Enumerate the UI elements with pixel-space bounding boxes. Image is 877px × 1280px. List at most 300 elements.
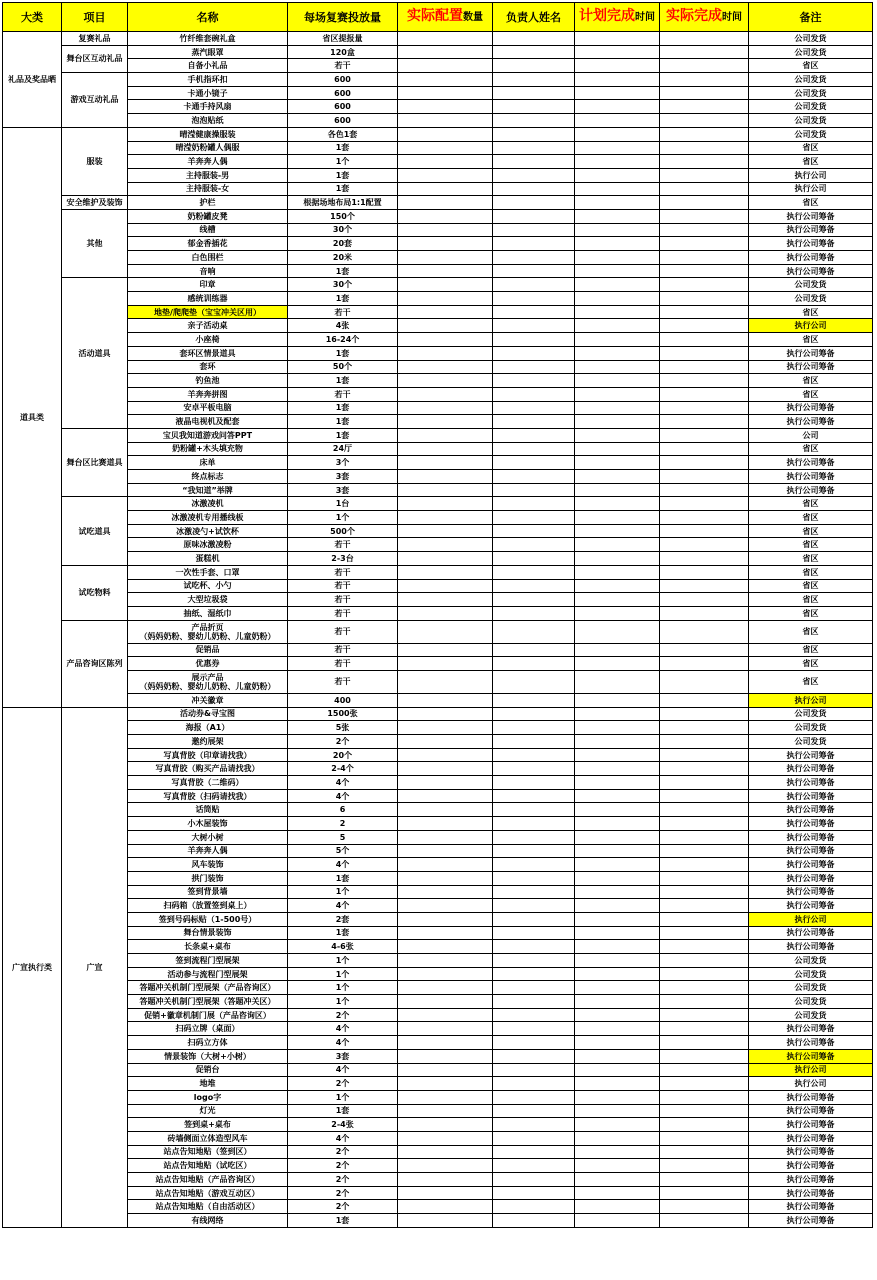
actual-config-cell[interactable]	[398, 776, 493, 790]
actual-config-cell[interactable]	[398, 885, 493, 899]
actual-config-cell[interactable]	[398, 940, 493, 954]
owner-cell[interactable]	[493, 926, 575, 940]
actual-config-cell[interactable]	[398, 524, 493, 538]
owner-cell[interactable]	[493, 114, 575, 128]
planned-time-cell[interactable]	[575, 209, 660, 223]
actual-config-cell[interactable]	[398, 223, 493, 237]
actual-config-cell[interactable]	[398, 278, 493, 292]
owner-cell[interactable]	[493, 1131, 575, 1145]
actual-config-cell[interactable]	[398, 127, 493, 141]
actual-config-cell[interactable]	[398, 415, 493, 429]
planned-time-cell[interactable]	[575, 1022, 660, 1036]
owner-cell[interactable]	[493, 967, 575, 981]
owner-cell[interactable]	[493, 735, 575, 749]
owner-cell[interactable]	[493, 32, 575, 46]
planned-time-cell[interactable]	[575, 620, 660, 643]
planned-time-cell[interactable]	[575, 1008, 660, 1022]
actual-config-cell[interactable]	[398, 387, 493, 401]
planned-time-cell[interactable]	[575, 141, 660, 155]
planned-time-cell[interactable]	[575, 100, 660, 114]
actual-time-cell[interactable]	[660, 223, 749, 237]
actual-time-cell[interactable]	[660, 912, 749, 926]
planned-time-cell[interactable]	[575, 32, 660, 46]
actual-config-cell[interactable]	[398, 333, 493, 347]
actual-config-cell[interactable]	[398, 483, 493, 497]
actual-time-cell[interactable]	[660, 1036, 749, 1050]
actual-time-cell[interactable]	[660, 1118, 749, 1132]
planned-time-cell[interactable]	[575, 693, 660, 707]
owner-cell[interactable]	[493, 1090, 575, 1104]
actual-time-cell[interactable]	[660, 86, 749, 100]
actual-time-cell[interactable]	[660, 114, 749, 128]
owner-cell[interactable]	[493, 223, 575, 237]
owner-cell[interactable]	[493, 483, 575, 497]
actual-time-cell[interactable]	[660, 858, 749, 872]
owner-cell[interactable]	[493, 155, 575, 169]
planned-time-cell[interactable]	[575, 264, 660, 278]
planned-time-cell[interactable]	[575, 278, 660, 292]
planned-time-cell[interactable]	[575, 346, 660, 360]
actual-config-cell[interactable]	[398, 1104, 493, 1118]
actual-config-cell[interactable]	[398, 721, 493, 735]
actual-time-cell[interactable]	[660, 196, 749, 210]
actual-config-cell[interactable]	[398, 643, 493, 657]
planned-time-cell[interactable]	[575, 593, 660, 607]
owner-cell[interactable]	[493, 817, 575, 831]
actual-time-cell[interactable]	[660, 803, 749, 817]
actual-config-cell[interactable]	[398, 1159, 493, 1173]
actual-config-cell[interactable]	[398, 168, 493, 182]
actual-config-cell[interactable]	[398, 1063, 493, 1077]
actual-time-cell[interactable]	[660, 511, 749, 525]
actual-time-cell[interactable]	[660, 209, 749, 223]
owner-cell[interactable]	[493, 292, 575, 306]
actual-config-cell[interactable]	[398, 360, 493, 374]
owner-cell[interactable]	[493, 209, 575, 223]
actual-config-cell[interactable]	[398, 1214, 493, 1228]
owner-cell[interactable]	[493, 374, 575, 388]
owner-cell[interactable]	[493, 721, 575, 735]
planned-time-cell[interactable]	[575, 748, 660, 762]
planned-time-cell[interactable]	[575, 885, 660, 899]
planned-time-cell[interactable]	[575, 333, 660, 347]
planned-time-cell[interactable]	[575, 524, 660, 538]
actual-time-cell[interactable]	[660, 776, 749, 790]
actual-time-cell[interactable]	[660, 1159, 749, 1173]
owner-cell[interactable]	[493, 1118, 575, 1132]
owner-cell[interactable]	[493, 1173, 575, 1187]
actual-time-cell[interactable]	[660, 456, 749, 470]
actual-time-cell[interactable]	[660, 73, 749, 87]
actual-config-cell[interactable]	[398, 182, 493, 196]
owner-cell[interactable]	[493, 401, 575, 415]
owner-cell[interactable]	[493, 579, 575, 593]
planned-time-cell[interactable]	[575, 155, 660, 169]
actual-time-cell[interactable]	[660, 360, 749, 374]
actual-time-cell[interactable]	[660, 141, 749, 155]
actual-config-cell[interactable]	[398, 86, 493, 100]
actual-config-cell[interactable]	[398, 401, 493, 415]
planned-time-cell[interactable]	[575, 565, 660, 579]
actual-time-cell[interactable]	[660, 32, 749, 46]
actual-time-cell[interactable]	[660, 606, 749, 620]
actual-config-cell[interactable]	[398, 657, 493, 671]
actual-config-cell[interactable]	[398, 264, 493, 278]
owner-cell[interactable]	[493, 470, 575, 484]
actual-time-cell[interactable]	[660, 762, 749, 776]
actual-config-cell[interactable]	[398, 912, 493, 926]
actual-config-cell[interactable]	[398, 830, 493, 844]
actual-config-cell[interactable]	[398, 844, 493, 858]
actual-config-cell[interactable]	[398, 858, 493, 872]
planned-time-cell[interactable]	[575, 1118, 660, 1132]
actual-time-cell[interactable]	[660, 789, 749, 803]
planned-time-cell[interactable]	[575, 1104, 660, 1118]
owner-cell[interactable]	[493, 497, 575, 511]
actual-time-cell[interactable]	[660, 579, 749, 593]
planned-time-cell[interactable]	[575, 59, 660, 73]
actual-config-cell[interactable]	[398, 606, 493, 620]
actual-time-cell[interactable]	[660, 844, 749, 858]
actual-config-cell[interactable]	[398, 981, 493, 995]
planned-time-cell[interactable]	[575, 803, 660, 817]
actual-config-cell[interactable]	[398, 1200, 493, 1214]
actual-config-cell[interactable]	[398, 735, 493, 749]
owner-cell[interactable]	[493, 954, 575, 968]
actual-time-cell[interactable]	[660, 967, 749, 981]
owner-cell[interactable]	[493, 899, 575, 913]
actual-config-cell[interactable]	[398, 209, 493, 223]
owner-cell[interactable]	[493, 73, 575, 87]
actual-time-cell[interactable]	[660, 346, 749, 360]
planned-time-cell[interactable]	[575, 643, 660, 657]
owner-cell[interactable]	[493, 168, 575, 182]
actual-config-cell[interactable]	[398, 1131, 493, 1145]
actual-config-cell[interactable]	[398, 346, 493, 360]
actual-config-cell[interactable]	[398, 899, 493, 913]
actual-config-cell[interactable]	[398, 456, 493, 470]
actual-time-cell[interactable]	[660, 127, 749, 141]
actual-time-cell[interactable]	[660, 735, 749, 749]
actual-time-cell[interactable]	[660, 45, 749, 59]
actual-time-cell[interactable]	[660, 1077, 749, 1091]
actual-config-cell[interactable]	[398, 967, 493, 981]
actual-time-cell[interactable]	[660, 182, 749, 196]
planned-time-cell[interactable]	[575, 1159, 660, 1173]
owner-cell[interactable]	[493, 912, 575, 926]
owner-cell[interactable]	[493, 524, 575, 538]
actual-time-cell[interactable]	[660, 593, 749, 607]
planned-time-cell[interactable]	[575, 196, 660, 210]
actual-time-cell[interactable]	[660, 748, 749, 762]
actual-config-cell[interactable]	[398, 670, 493, 693]
planned-time-cell[interactable]	[575, 954, 660, 968]
planned-time-cell[interactable]	[575, 912, 660, 926]
actual-time-cell[interactable]	[660, 374, 749, 388]
actual-config-cell[interactable]	[398, 292, 493, 306]
actual-time-cell[interactable]	[660, 155, 749, 169]
actual-config-cell[interactable]	[398, 1186, 493, 1200]
planned-time-cell[interactable]	[575, 1145, 660, 1159]
planned-time-cell[interactable]	[575, 442, 660, 456]
owner-cell[interactable]	[493, 237, 575, 251]
owner-cell[interactable]	[493, 45, 575, 59]
planned-time-cell[interactable]	[575, 1090, 660, 1104]
actual-config-cell[interactable]	[398, 511, 493, 525]
actual-config-cell[interactable]	[398, 620, 493, 643]
actual-config-cell[interactable]	[398, 114, 493, 128]
actual-config-cell[interactable]	[398, 926, 493, 940]
planned-time-cell[interactable]	[575, 858, 660, 872]
planned-time-cell[interactable]	[575, 237, 660, 251]
planned-time-cell[interactable]	[575, 319, 660, 333]
actual-time-cell[interactable]	[660, 483, 749, 497]
planned-time-cell[interactable]	[575, 967, 660, 981]
actual-config-cell[interactable]	[398, 73, 493, 87]
planned-time-cell[interactable]	[575, 497, 660, 511]
actual-time-cell[interactable]	[660, 620, 749, 643]
owner-cell[interactable]	[493, 620, 575, 643]
planned-time-cell[interactable]	[575, 776, 660, 790]
actual-config-cell[interactable]	[398, 762, 493, 776]
actual-config-cell[interactable]	[398, 428, 493, 442]
actual-time-cell[interactable]	[660, 670, 749, 693]
planned-time-cell[interactable]	[575, 981, 660, 995]
planned-time-cell[interactable]	[575, 127, 660, 141]
planned-time-cell[interactable]	[575, 86, 660, 100]
planned-time-cell[interactable]	[575, 1036, 660, 1050]
actual-config-cell[interactable]	[398, 748, 493, 762]
owner-cell[interactable]	[493, 693, 575, 707]
actual-config-cell[interactable]	[398, 251, 493, 265]
owner-cell[interactable]	[493, 1022, 575, 1036]
owner-cell[interactable]	[493, 776, 575, 790]
owner-cell[interactable]	[493, 593, 575, 607]
actual-time-cell[interactable]	[660, 940, 749, 954]
owner-cell[interactable]	[493, 278, 575, 292]
actual-time-cell[interactable]	[660, 1131, 749, 1145]
owner-cell[interactable]	[493, 428, 575, 442]
actual-config-cell[interactable]	[398, 319, 493, 333]
owner-cell[interactable]	[493, 885, 575, 899]
actual-config-cell[interactable]	[398, 995, 493, 1009]
actual-config-cell[interactable]	[398, 374, 493, 388]
owner-cell[interactable]	[493, 871, 575, 885]
actual-time-cell[interactable]	[660, 565, 749, 579]
actual-config-cell[interactable]	[398, 789, 493, 803]
actual-time-cell[interactable]	[660, 538, 749, 552]
actual-time-cell[interactable]	[660, 1173, 749, 1187]
planned-time-cell[interactable]	[575, 360, 660, 374]
actual-time-cell[interactable]	[660, 657, 749, 671]
actual-config-cell[interactable]	[398, 817, 493, 831]
planned-time-cell[interactable]	[575, 223, 660, 237]
actual-time-cell[interactable]	[660, 1104, 749, 1118]
actual-time-cell[interactable]	[660, 251, 749, 265]
actual-time-cell[interactable]	[660, 721, 749, 735]
actual-time-cell[interactable]	[660, 830, 749, 844]
owner-cell[interactable]	[493, 643, 575, 657]
actual-time-cell[interactable]	[660, 1145, 749, 1159]
owner-cell[interactable]	[493, 940, 575, 954]
actual-config-cell[interactable]	[398, 1145, 493, 1159]
actual-time-cell[interactable]	[660, 1063, 749, 1077]
owner-cell[interactable]	[493, 442, 575, 456]
actual-time-cell[interactable]	[660, 899, 749, 913]
planned-time-cell[interactable]	[575, 483, 660, 497]
planned-time-cell[interactable]	[575, 579, 660, 593]
owner-cell[interactable]	[493, 1036, 575, 1050]
planned-time-cell[interactable]	[575, 1214, 660, 1228]
actual-config-cell[interactable]	[398, 1036, 493, 1050]
actual-config-cell[interactable]	[398, 32, 493, 46]
owner-cell[interactable]	[493, 606, 575, 620]
owner-cell[interactable]	[493, 319, 575, 333]
actual-time-cell[interactable]	[660, 305, 749, 319]
actual-time-cell[interactable]	[660, 1022, 749, 1036]
planned-time-cell[interactable]	[575, 415, 660, 429]
owner-cell[interactable]	[493, 762, 575, 776]
planned-time-cell[interactable]	[575, 817, 660, 831]
actual-config-cell[interactable]	[398, 1090, 493, 1104]
actual-config-cell[interactable]	[398, 100, 493, 114]
planned-time-cell[interactable]	[575, 707, 660, 721]
actual-time-cell[interactable]	[660, 1008, 749, 1022]
planned-time-cell[interactable]	[575, 401, 660, 415]
planned-time-cell[interactable]	[575, 73, 660, 87]
actual-config-cell[interactable]	[398, 497, 493, 511]
actual-time-cell[interactable]	[660, 817, 749, 831]
actual-config-cell[interactable]	[398, 442, 493, 456]
planned-time-cell[interactable]	[575, 456, 660, 470]
actual-config-cell[interactable]	[398, 579, 493, 593]
owner-cell[interactable]	[493, 415, 575, 429]
planned-time-cell[interactable]	[575, 995, 660, 1009]
actual-config-cell[interactable]	[398, 1008, 493, 1022]
actual-config-cell[interactable]	[398, 707, 493, 721]
actual-config-cell[interactable]	[398, 1173, 493, 1187]
actual-time-cell[interactable]	[660, 552, 749, 566]
owner-cell[interactable]	[493, 858, 575, 872]
actual-time-cell[interactable]	[660, 470, 749, 484]
actual-config-cell[interactable]	[398, 552, 493, 566]
planned-time-cell[interactable]	[575, 657, 660, 671]
actual-config-cell[interactable]	[398, 470, 493, 484]
planned-time-cell[interactable]	[575, 670, 660, 693]
planned-time-cell[interactable]	[575, 940, 660, 954]
planned-time-cell[interactable]	[575, 1200, 660, 1214]
owner-cell[interactable]	[493, 789, 575, 803]
owner-cell[interactable]	[493, 360, 575, 374]
planned-time-cell[interactable]	[575, 721, 660, 735]
actual-time-cell[interactable]	[660, 415, 749, 429]
actual-time-cell[interactable]	[660, 1200, 749, 1214]
owner-cell[interactable]	[493, 387, 575, 401]
owner-cell[interactable]	[493, 748, 575, 762]
actual-config-cell[interactable]	[398, 1118, 493, 1132]
actual-time-cell[interactable]	[660, 871, 749, 885]
actual-time-cell[interactable]	[660, 442, 749, 456]
actual-time-cell[interactable]	[660, 401, 749, 415]
planned-time-cell[interactable]	[575, 926, 660, 940]
planned-time-cell[interactable]	[575, 305, 660, 319]
owner-cell[interactable]	[493, 538, 575, 552]
owner-cell[interactable]	[493, 670, 575, 693]
planned-time-cell[interactable]	[575, 1049, 660, 1063]
planned-time-cell[interactable]	[575, 387, 660, 401]
actual-time-cell[interactable]	[660, 1090, 749, 1104]
actual-time-cell[interactable]	[660, 319, 749, 333]
planned-time-cell[interactable]	[575, 292, 660, 306]
owner-cell[interactable]	[493, 1200, 575, 1214]
actual-config-cell[interactable]	[398, 59, 493, 73]
owner-cell[interactable]	[493, 1214, 575, 1228]
planned-time-cell[interactable]	[575, 182, 660, 196]
owner-cell[interactable]	[493, 1186, 575, 1200]
owner-cell[interactable]	[493, 803, 575, 817]
planned-time-cell[interactable]	[575, 830, 660, 844]
planned-time-cell[interactable]	[575, 1077, 660, 1091]
planned-time-cell[interactable]	[575, 789, 660, 803]
actual-time-cell[interactable]	[660, 278, 749, 292]
owner-cell[interactable]	[493, 1104, 575, 1118]
planned-time-cell[interactable]	[575, 428, 660, 442]
actual-config-cell[interactable]	[398, 1077, 493, 1091]
actual-time-cell[interactable]	[660, 59, 749, 73]
owner-cell[interactable]	[493, 100, 575, 114]
actual-time-cell[interactable]	[660, 643, 749, 657]
owner-cell[interactable]	[493, 1145, 575, 1159]
planned-time-cell[interactable]	[575, 1186, 660, 1200]
owner-cell[interactable]	[493, 251, 575, 265]
owner-cell[interactable]	[493, 59, 575, 73]
actual-time-cell[interactable]	[660, 995, 749, 1009]
actual-time-cell[interactable]	[660, 168, 749, 182]
planned-time-cell[interactable]	[575, 1131, 660, 1145]
owner-cell[interactable]	[493, 995, 575, 1009]
owner-cell[interactable]	[493, 86, 575, 100]
planned-time-cell[interactable]	[575, 374, 660, 388]
owner-cell[interactable]	[493, 511, 575, 525]
actual-time-cell[interactable]	[660, 333, 749, 347]
planned-time-cell[interactable]	[575, 470, 660, 484]
actual-time-cell[interactable]	[660, 264, 749, 278]
owner-cell[interactable]	[493, 264, 575, 278]
owner-cell[interactable]	[493, 196, 575, 210]
actual-time-cell[interactable]	[660, 707, 749, 721]
planned-time-cell[interactable]	[575, 251, 660, 265]
actual-config-cell[interactable]	[398, 693, 493, 707]
planned-time-cell[interactable]	[575, 844, 660, 858]
owner-cell[interactable]	[493, 127, 575, 141]
planned-time-cell[interactable]	[575, 114, 660, 128]
actual-config-cell[interactable]	[398, 237, 493, 251]
actual-time-cell[interactable]	[660, 693, 749, 707]
actual-config-cell[interactable]	[398, 1049, 493, 1063]
actual-config-cell[interactable]	[398, 45, 493, 59]
owner-cell[interactable]	[493, 844, 575, 858]
actual-config-cell[interactable]	[398, 593, 493, 607]
actual-time-cell[interactable]	[660, 100, 749, 114]
owner-cell[interactable]	[493, 456, 575, 470]
planned-time-cell[interactable]	[575, 511, 660, 525]
actual-time-cell[interactable]	[660, 1049, 749, 1063]
actual-config-cell[interactable]	[398, 871, 493, 885]
owner-cell[interactable]	[493, 1159, 575, 1173]
actual-time-cell[interactable]	[660, 981, 749, 995]
owner-cell[interactable]	[493, 346, 575, 360]
planned-time-cell[interactable]	[575, 606, 660, 620]
